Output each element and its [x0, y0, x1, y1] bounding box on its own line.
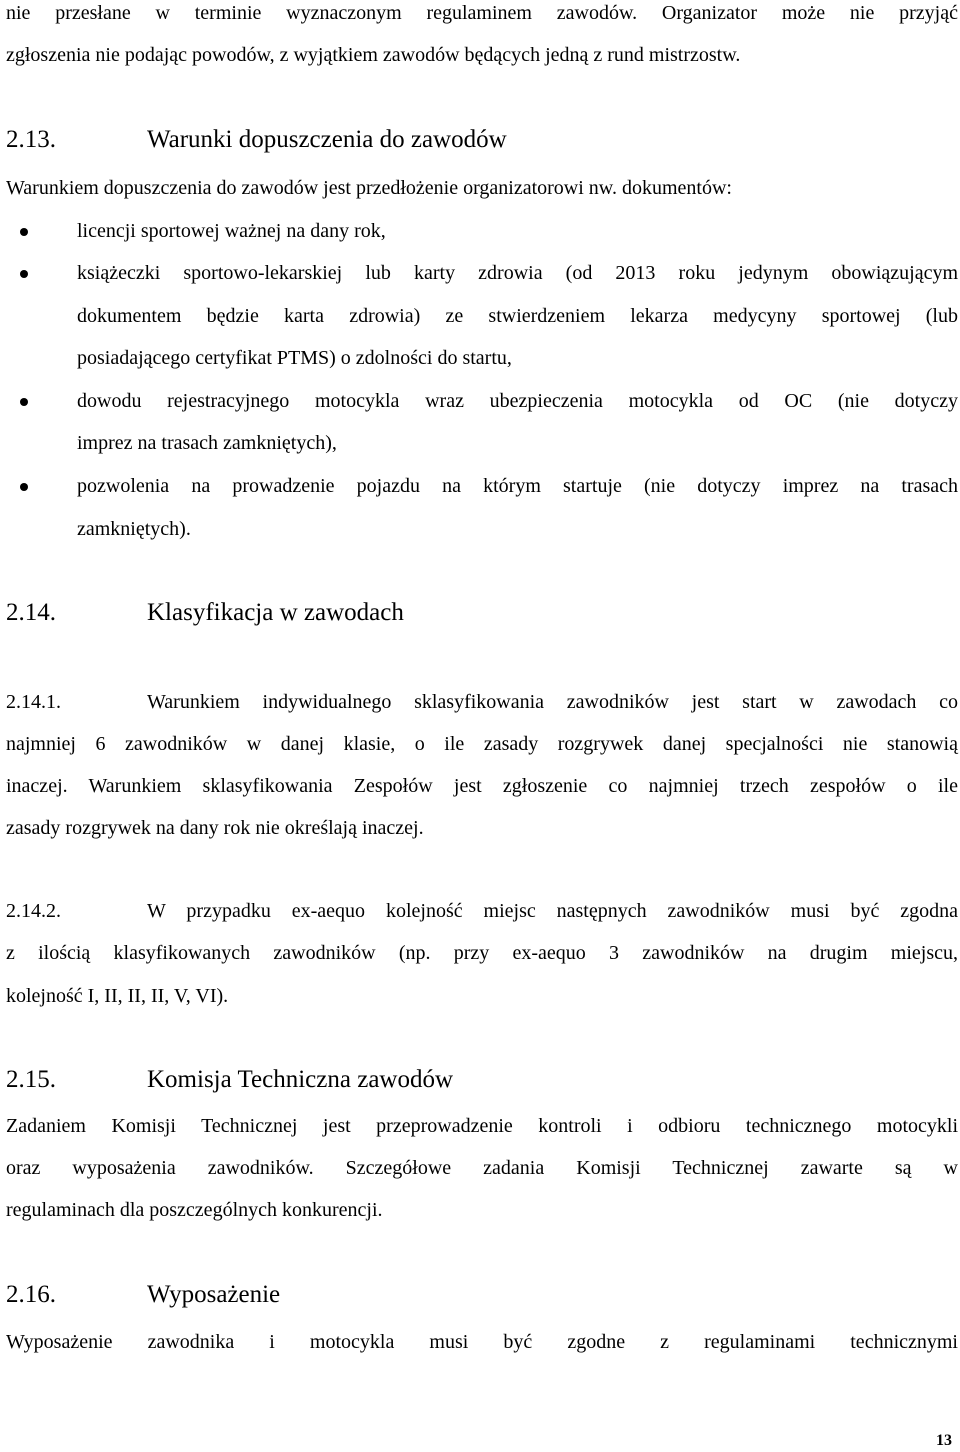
bullet-1-line-1: licencji sportowej ważnej na dany rok, [77, 220, 386, 242]
bullet-3-line-1: dowodu rejestracyjnego motocykla wraz ubezpieczenia motocykla od OC (nie dotyczy [77, 390, 958, 412]
subsection-2-14-1-line-1 [6, 689, 958, 715]
bullet-2-line-2: dokumentem będzie karta zdrowia) ze stwierdzeniem lekarza medycyny sportowej (lub [77, 305, 958, 327]
bullet-icon [20, 270, 28, 278]
bullet-icon [20, 228, 28, 236]
section-heading-2-13 [6, 124, 507, 156]
intro-line-1: nie przesłane w terminie wyznaczonym regulaminem zawodów. Organizator może nie przyjąć [6, 2, 958, 24]
section-2-16-line-1: Wyposażenie zawodnika i motocykla musi być zgodne z regulaminami technicznymi [6, 1331, 958, 1353]
page-number: 13 [936, 1432, 952, 1449]
section-2-15-line-3: regulaminach dla poszczególnych konkurencji. [6, 1199, 383, 1221]
bullet-4-line-2: zamkniętych). [77, 518, 191, 540]
section-heading-2-14 [6, 597, 404, 629]
subsection-number: 2.14.1. [6, 691, 61, 713]
section-title: Warunki dopuszczenia do zawodów [147, 126, 507, 153]
section-number: 2.16. [6, 1281, 56, 1308]
section-2-15-line-2: oraz wyposażenia zawodników. Szczegółowe zadania Komisji Technicznej zawarte są w [6, 1157, 958, 1179]
section-heading-2-16 [6, 1279, 280, 1311]
section-number: 2.14. [6, 599, 56, 626]
subsection-2-14-1-line-2: najmniej 6 zawodników w danej klasie, o ile zasady rozgrywek danej specjalności nie stanowią [6, 733, 958, 755]
subsection-number: 2.14.2. [6, 900, 61, 922]
subsection-2-14-2-line-1 [6, 898, 958, 924]
section-heading-2-15 [6, 1064, 453, 1096]
section-title: Komisja Techniczna zawodów [147, 1066, 454, 1093]
subsection-2-14-2-line-2: z ilością klasyfikowanych zawodników (np. przy ex-aequo 3 zawodników na drugim miejscu, [6, 942, 958, 964]
section-2-15-line-1: Zadaniem Komisji Technicznej jest przeprowadzenie kontroli i odbioru technicznego motocykli [6, 1115, 958, 1137]
bullet-2-line-1: książeczki sportowo-lekarskiej lub karty zdrowia (od 2013 roku jedynym obowiązującym [77, 262, 958, 284]
subsection-text: W przypadku ex-aequo kolejność miejsc następnych zawodników musi być zgodna [147, 900, 958, 922]
section-number: 2.13. [6, 126, 56, 153]
subsection-2-14-1-line-4: zasady rozgrywek na dany rok nie określają inaczej. [6, 817, 424, 839]
section-2-13-intro: Warunkiem dopuszczenia do zawodów jest przedłożenie organizatorowi nw. dokumentów: [6, 177, 732, 199]
bullet-2-line-3: posiadającego certyfikat PTMS) o zdolności do startu, [77, 347, 512, 369]
intro-line-2: zgłoszenia nie podając powodów, z wyjątkiem zawodów będących jedną z rund mistrzostw. [6, 44, 741, 66]
subsection-text: Warunkiem indywidualnego sklasyfikowania zawodników jest start w zawodach co [147, 691, 958, 713]
section-number: 2.15. [6, 1066, 56, 1093]
subsection-2-14-1-line-3: inaczej. Warunkiem sklasyfikowania Zespołów jest zgłoszenie co najmniej trzech zespołów o ile [6, 775, 958, 797]
section-title: Wyposażenie [147, 1281, 281, 1308]
bullet-icon [20, 398, 28, 406]
bullet-3-line-2: imprez na trasach zamkniętych), [77, 432, 337, 454]
bullet-4-line-1: pozwolenia na prowadzenie pojazdu na którym startuje (nie dotyczy imprez na trasach [77, 475, 958, 497]
subsection-2-14-2-line-3: kolejność I, II, II, II, V, VI). [6, 985, 229, 1007]
bullet-icon [20, 483, 28, 491]
section-title: Klasyfikacja w zawodach [147, 599, 404, 626]
